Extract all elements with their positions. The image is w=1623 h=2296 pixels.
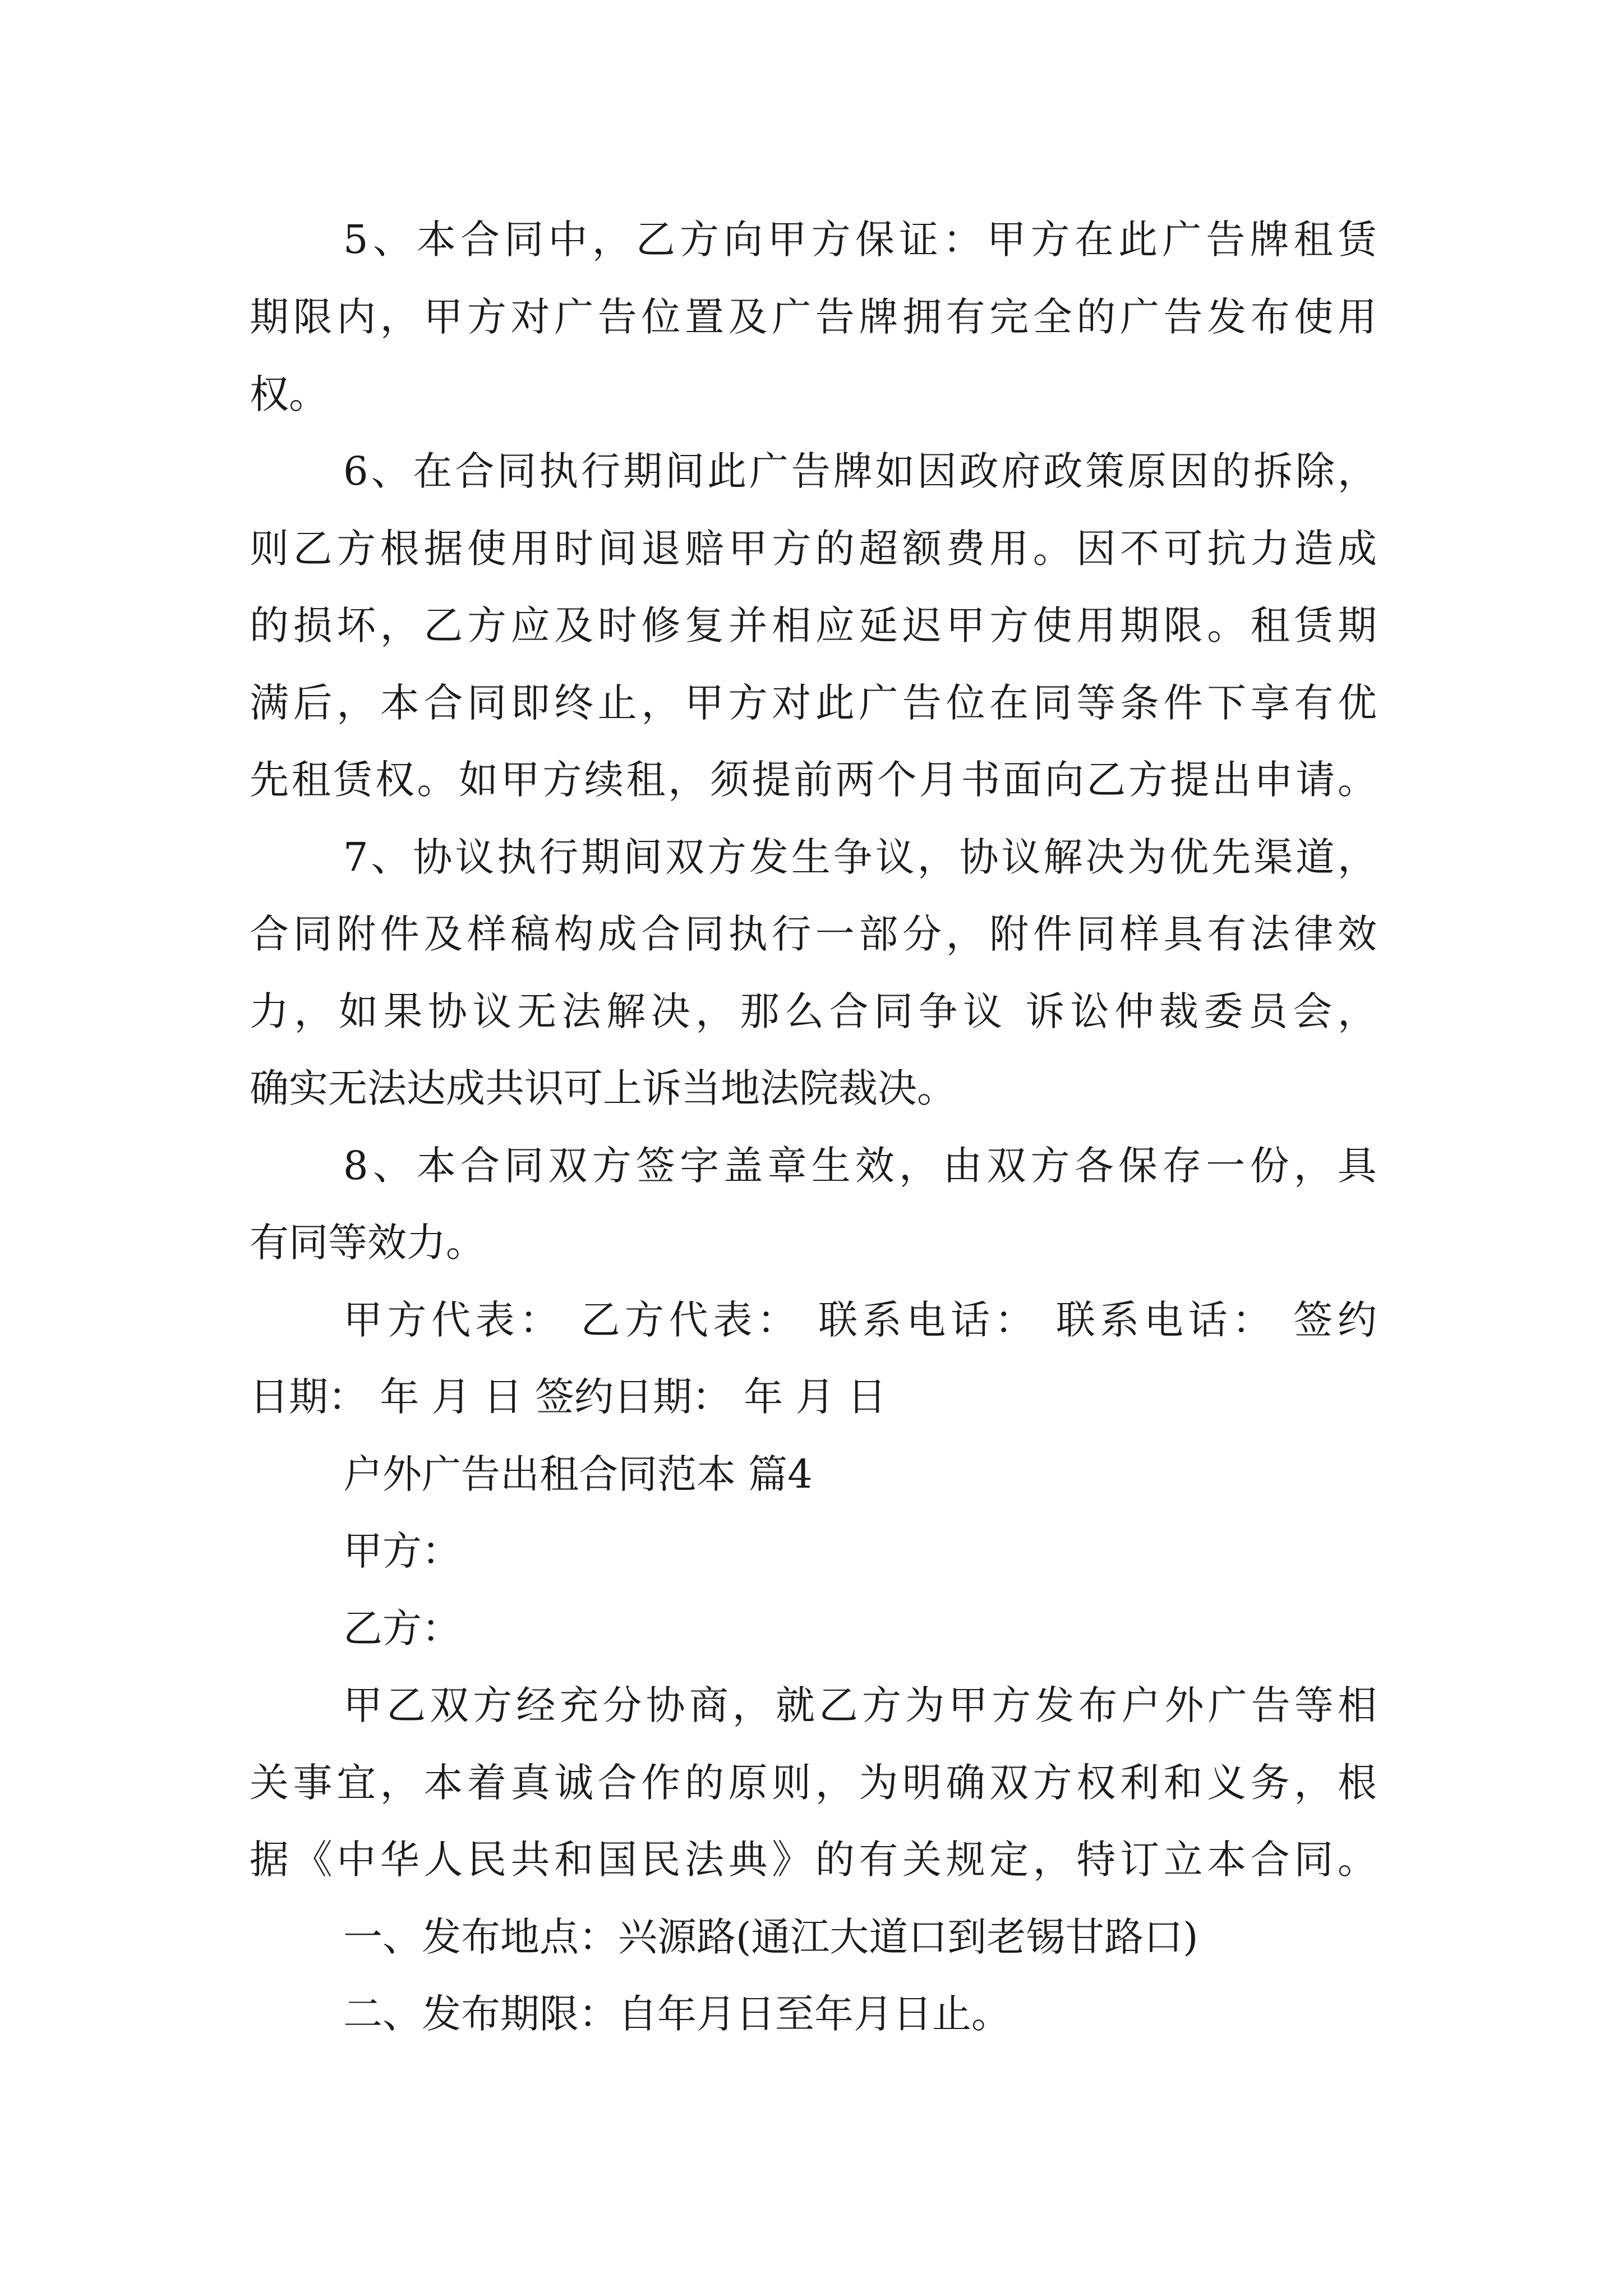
clause-5-line-2: 期限内，甲方对广告位置及广告牌拥有完全的广告发布使用: [250, 294, 1377, 340]
item-1-location: 一、发布地点：兴源路(通江大道口到老锡甘路口): [343, 1914, 1198, 1960]
clause-7-line-1: 7、协议执行期间双方发生争议，协议解决为优先渠道，: [343, 834, 1377, 880]
clause-5-line-1: 5、本合同中，乙方向甲方保证：甲方在此广告牌租赁: [343, 217, 1377, 263]
preamble-line-1: 甲乙双方经充分协商，就乙方为甲方发布户外广告等相: [343, 1682, 1377, 1728]
clause-8-line-1: 8、本合同双方签字盖章生效，由双方各保存一份，具: [343, 1143, 1377, 1189]
clause-6-line-4: 满后，本合同即终止，甲方对此广告位在同等条件下享有优: [250, 680, 1377, 726]
party-b-label: 乙方：: [343, 1605, 461, 1651]
clause-6-line-2: 则乙方根据使用时间退赔甲方的超额费用。因不可抗力造成: [250, 526, 1377, 572]
section-title: 户外广告出租合同范本 篇4: [343, 1451, 813, 1497]
clause-7-line-2: 合同附件及样稿构成合同执行一部分，附件同样具有法律效: [250, 911, 1377, 957]
item-2-period: 二、发布期限：自年月日至年月日止。: [343, 1991, 1011, 2037]
party-a-label: 甲方：: [343, 1528, 461, 1574]
signature-line-2: 日期： 年 月 日 签约日期： 年 月 日: [250, 1374, 887, 1420]
preamble-line-2: 关事宜，本着真诚合作的原则，为明确双方权利和义务，根: [250, 1760, 1377, 1806]
signature-line-1: 甲方代表： 乙方代表： 联系电话： 联系电话： 签约: [343, 1297, 1377, 1343]
preamble-line-3: 据《中华人民共和国民法典》的有关规定，特订立本合同。: [250, 1837, 1377, 1883]
clause-6-line-1: 6、在合同执行期间此广告牌如因政府政策原因的拆除，: [343, 448, 1377, 494]
clause-6-line-5: 先租赁权。如甲方续租，须提前两个月书面向乙方提出申请。: [250, 757, 1377, 803]
clause-7-line-3: 力，如果协议无法解决，那么合同争议 诉讼仲裁委员会，: [250, 988, 1377, 1034]
clause-6-line-3: 的损坏，乙方应及时修复并相应延迟甲方使用期限。租赁期: [250, 602, 1377, 648]
clause-8-line-2: 有同等效力。: [250, 1220, 485, 1266]
clause-7-line-4: 确实无法达成共识可上诉当地法院裁决。: [250, 1065, 956, 1111]
clause-5-line-3: 权。: [250, 371, 328, 417]
